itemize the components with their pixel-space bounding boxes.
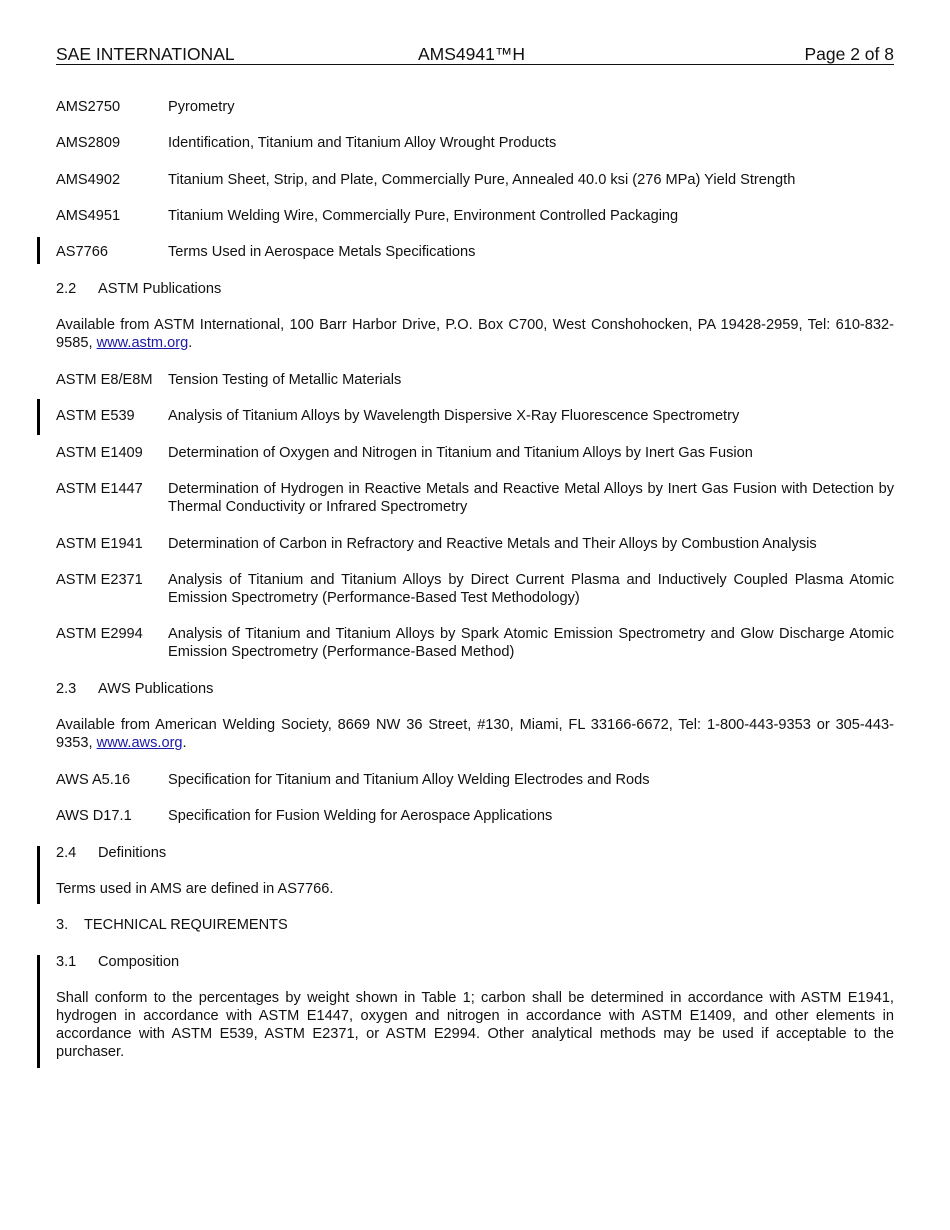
reference-code: ASTM E8/E8M (56, 372, 153, 388)
reference-entry (56, 771, 894, 789)
section-number: 2.4 (56, 845, 77, 861)
aws-website-link[interactable]: www.aws.org (96, 735, 183, 751)
change-bar (37, 955, 40, 1068)
reference-title: Analysis of Titanium and Titanium Alloys by Spark Atomic Emission Spectrometry and Glow Discharge Atomic Emission Spectrometry (Performance-Based Method) (168, 626, 894, 660)
section-title: Composition (98, 954, 180, 970)
reference-entry (56, 371, 894, 389)
reference-entry (56, 807, 894, 825)
section-heading-3-1 (56, 953, 179, 971)
reference-code: AS7766 (56, 244, 108, 260)
section-title: AWS Publications (98, 681, 214, 697)
reference-entry (56, 444, 894, 462)
reference-code: AWS D17.1 (56, 808, 132, 824)
reference-code: AMS4951 (56, 208, 121, 224)
reference-title: Specification for Titanium and Titanium Alloy Welding Electrodes and Rods (168, 772, 650, 788)
change-bar (37, 399, 40, 435)
section-number: 2.3 (56, 681, 77, 697)
section-heading-2-2 (56, 280, 221, 298)
reference-code: ASTM E2994 (56, 626, 143, 642)
change-bar (37, 846, 40, 904)
reference-entry (56, 207, 894, 225)
section-heading-2-3 (56, 680, 213, 698)
reference-entry (56, 480, 894, 516)
reference-code: ASTM E1447 (56, 481, 143, 497)
reference-title: Determination of Hydrogen in Reactive Metals and Reactive Metal Alloys by Inert Gas Fusion with Detection by Thermal Conductivity or Infrared Spectrometry (168, 481, 894, 515)
reference-entry (56, 134, 894, 152)
reference-code: ASTM E539 (56, 408, 135, 424)
section-title: ASTM Publications (98, 281, 222, 297)
reference-code: AMS4902 (56, 172, 121, 188)
section-number: 3. (56, 917, 69, 933)
reference-code: ASTM E2371 (56, 572, 143, 588)
reference-title: Specification for Fusion Welding for Aerospace Applications (168, 808, 553, 824)
change-bar (37, 237, 40, 264)
reference-code: AMS2750 (56, 99, 121, 115)
reference-title: Determination of Carbon in Refractory and Reactive Metals and Their Alloys by Combustion Analysis (168, 536, 817, 552)
reference-entry (56, 571, 894, 607)
reference-code: AMS2809 (56, 135, 121, 151)
header-doc-number: AMS4941™H (418, 44, 525, 64)
astm-website-link[interactable]: www.astm.org (96, 335, 189, 351)
reference-title: Pyrometry (168, 99, 235, 115)
reference-title: Analysis of Titanium and Titanium Alloys by Direct Current Plasma and Inductively Coupled Plasma Atomic Emission Spectrometry (Performance-Based Test Methodology) (168, 572, 894, 606)
reference-title: Tension Testing of Metallic Materials (168, 372, 402, 388)
section-number: 3.1 (56, 954, 77, 970)
reference-code: ASTM E1941 (56, 536, 143, 552)
reference-title: Titanium Welding Wire, Commercially Pure, Environment Controlled Packaging (168, 208, 679, 224)
section-heading-3 (56, 916, 288, 934)
reference-code: ASTM E1409 (56, 445, 143, 461)
section-title: Definitions (98, 845, 167, 861)
composition-paragraph: Shall conform to the percentages by weight shown in Table 1; carbon shall be determined in accordance with ASTM E1941, hydrogen in accordance with ASTM E1447, oxygen and nitrogen in accordance with ASTM E1409, and other elements in accordance with ASTM E539, ASTM E2371, or ASTM E2994. Other analytical methods may be used if acceptable to the purchaser. (56, 990, 894, 1060)
astm-availability-paragraph (56, 316, 894, 352)
page-header (56, 44, 894, 65)
reference-title: Terms Used in Aerospace Metals Specifications (168, 244, 476, 260)
reference-entry (56, 98, 894, 116)
reference-title: Titanium Sheet, Strip, and Plate, Commercially Pure, Annealed 40.0 ksi (276 MPa) Yield Strength (168, 172, 796, 188)
period: . (188, 335, 193, 351)
aws-availability-paragraph (56, 716, 894, 752)
reference-entry (56, 243, 894, 261)
section-number: 2.2 (56, 281, 77, 297)
reference-entry (56, 407, 894, 425)
definitions-paragraph: Terms used in AMS are defined in AS7766. (56, 881, 334, 897)
reference-entry (56, 625, 894, 661)
reference-title: Determination of Oxygen and Nitrogen in Titanium and Titanium Alloys by Inert Gas Fusion (168, 445, 753, 461)
period: . (182, 735, 187, 751)
reference-title: Analysis of Titanium Alloys by Wavelength Dispersive X-Ray Fluorescence Spectrometry (168, 408, 740, 424)
section-heading-2-4 (56, 844, 166, 862)
reference-entry (56, 535, 894, 553)
header-page-number: Page 2 of 8 (804, 44, 894, 64)
section-title: TECHNICAL REQUIREMENTS (84, 917, 288, 933)
reference-entry (56, 171, 894, 189)
header-org: SAE INTERNATIONAL (56, 44, 235, 64)
reference-code: AWS A5.16 (56, 772, 131, 788)
availability-text: Available from American Welding Society, 8669 NW 36 Street, #130, Miami, FL 33166-6672, Tel: 1-800-443-9353 or 305-443-9353, (56, 717, 894, 751)
availability-text: Available from ASTM International, 100 Barr Harbor Drive, P.O. Box C700, West Conshohocken, PA 19428-2959, Tel: 610-832-9585, (56, 317, 894, 351)
reference-title: Identification, Titanium and Titanium Alloy Wrought Products (168, 135, 557, 151)
